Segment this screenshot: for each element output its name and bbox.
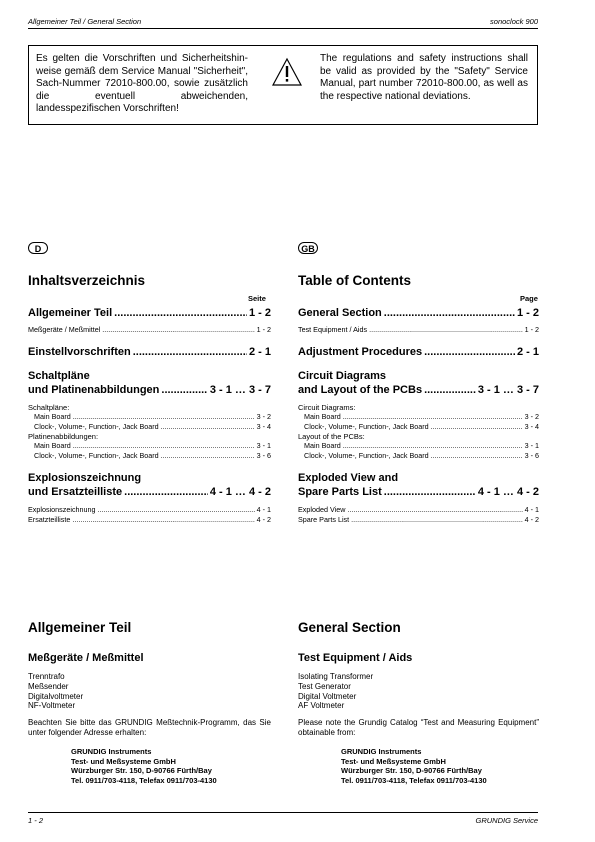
list-item: Meßsender <box>28 681 69 691</box>
list-item: AF Voltmeter <box>298 701 345 711</box>
page-label-de: Seite <box>248 294 266 303</box>
toc-subentry[interactable]: Meßgeräte / Meßmittel ..... 1 - 2 <box>28 325 271 334</box>
toc-entry-adjustment[interactable]: Adjustment Procedures ..... 2 - 1 <box>298 346 539 358</box>
subsection-title-en: Test Equipment / Aids <box>298 652 413 664</box>
toc-entry-circuit[interactable]: and Layout of the PCBs ..... 3 - 1 … 3 - 7 <box>298 384 539 396</box>
toc-entry-circuit-line1: Circuit Diagrams <box>298 370 387 382</box>
toc-group-label: Schaltpläne: <box>28 403 70 412</box>
list-item: Isolating Transformer <box>298 672 374 681</box>
toc-entry-circuit-line1: Schaltpläne <box>28 370 90 382</box>
toc-entry-exploded[interactable]: Spare Parts List ..... 4 - 1 … 4 - 2 <box>298 486 539 498</box>
list-item: NF-Voltmeter <box>28 701 76 711</box>
list-item: Test Generator <box>298 681 351 691</box>
header-right: sonoclock 900 <box>490 17 538 26</box>
toc-entry-circuit[interactable]: und Platinenabbildungen ..... 3 - 1 … 3 - 7 <box>28 384 271 396</box>
toc-subentry[interactable]: Clock-, Volume-, Function-, Jack Board ..... 3 - 6 <box>28 451 271 460</box>
toc-subentry[interactable]: Clock-, Volume-, Function-, Jack Board ..... 3 - 4 <box>298 422 539 431</box>
section-title-de: Allgemeiner Teil <box>28 620 132 635</box>
toc-subentry[interactable]: Exploded View ..... 4 - 1 <box>298 505 539 514</box>
section-title-en: General Section <box>298 620 401 635</box>
list-item: Digital Voltmeter <box>298 691 357 701</box>
toc-subentry[interactable]: Main Board ..... 3 - 1 <box>298 441 539 450</box>
toc-title-de: Inhaltsverzeichnis <box>28 273 146 288</box>
toc-subentry[interactable]: Spare Parts List ..... 4 - 2 <box>298 515 539 524</box>
toc-subentry[interactable]: Explosionszeichnung ..... 4 - 1 <box>28 505 271 514</box>
footer-brand: GRUNDIG Service <box>475 816 538 825</box>
page-label-en: Page <box>520 294 538 303</box>
catalog-note-en: Please note the Grundig Catalog “Test and Measuring Equipment” obtainable from: <box>298 718 539 737</box>
safety-text-de: Es gelten die Vorschriften und Sicherheitshin-weise gemäß dem Service Manual "Sicherheit", Sach-Nummer 72010-800.00, sowie zusätzlich die eventuell abweichenden, landesspezifischen Vorschriften! <box>36 53 248 114</box>
equipment-list-de <box>28 672 83 711</box>
toc-subentry[interactable]: Main Board ..... 3 - 2 <box>298 412 539 421</box>
toc-entry-exploded-line1: Explosionszeichnung <box>28 472 142 484</box>
toc-entry-general[interactable]: General Section ..... 1 - 2 <box>298 307 539 319</box>
safety-text-en: The regulations and safety instructions shall be valid as provided by the "Safety" Service Manual, part number 72010-800.00, as well as the respective national deviations. <box>320 53 528 102</box>
toc-entry-exploded-line1: Exploded View and <box>298 472 399 484</box>
toc-entry-exploded[interactable]: und Ersatzteilliste ..... 4 - 1 … 4 - 2 <box>28 486 271 498</box>
subsection-title-de: Meßgeräte / Meßmittel <box>28 652 144 664</box>
toc-entry-general[interactable]: Allgemeiner Teil ..... 1 - 2 <box>28 307 271 319</box>
catalog-note-de: Beachten Sie bitte das GRUNDIG Meßtechnik-Programm, das Sie unter folgender Adresse erhalten: <box>28 718 271 737</box>
list-item: Trenntrafo <box>28 672 65 681</box>
toc-subentry[interactable]: Ersatzteilliste ..... 4 - 2 <box>28 515 271 524</box>
toc-subentry[interactable]: Main Board ..... 3 - 1 <box>28 441 271 450</box>
header-rule <box>28 28 538 29</box>
language-badge-en: GB <box>298 242 318 254</box>
toc-subentry[interactable]: Test Equipment / Aids ..... 1 - 2 <box>298 325 539 334</box>
toc-group-label: Circuit Diagrams: <box>298 403 356 412</box>
toc-subentry[interactable]: Clock-, Volume-, Function-, Jack Board ..... 3 - 6 <box>298 451 539 460</box>
address-block-de: GRUNDIG Instruments Test- und Meßsysteme GmbH Würzburger Str. 150, D-90766 Fürth/Bay Tel. 0911/703-4118, Telefax 0911/703-4130 <box>71 747 217 785</box>
toc-title-en: Table of Contents <box>298 273 411 288</box>
language-badge-de: D <box>28 242 48 254</box>
equipment-list-en <box>298 672 373 711</box>
toc-subentry[interactable]: Clock-, Volume-, Function-, Jack Board ..... 3 - 4 <box>28 422 271 431</box>
header-left: Allgemeiner Teil / General Section <box>28 17 142 26</box>
toc-entry-adjustment[interactable]: Einstellvorschriften ..... 2 - 1 <box>28 346 271 358</box>
footer-rule <box>28 812 538 813</box>
toc-subentry[interactable]: Main Board ..... 3 - 2 <box>28 412 271 421</box>
warning-icon <box>271 57 303 87</box>
page-number: 1 - 2 <box>28 816 44 825</box>
address-block-en: GRUNDIG Instruments Test- und Meßsysteme GmbH Würzburger Str. 150, D-90766 Fürth/Bay Tel. 0911/703-4118, Telefax 0911/703-4130 <box>341 747 487 785</box>
toc-group-label: Platinenabbildungen: <box>28 432 99 441</box>
toc-group-label: Layout of the PCBs: <box>298 432 365 441</box>
list-item: Digitalvoltmeter <box>28 691 84 701</box>
